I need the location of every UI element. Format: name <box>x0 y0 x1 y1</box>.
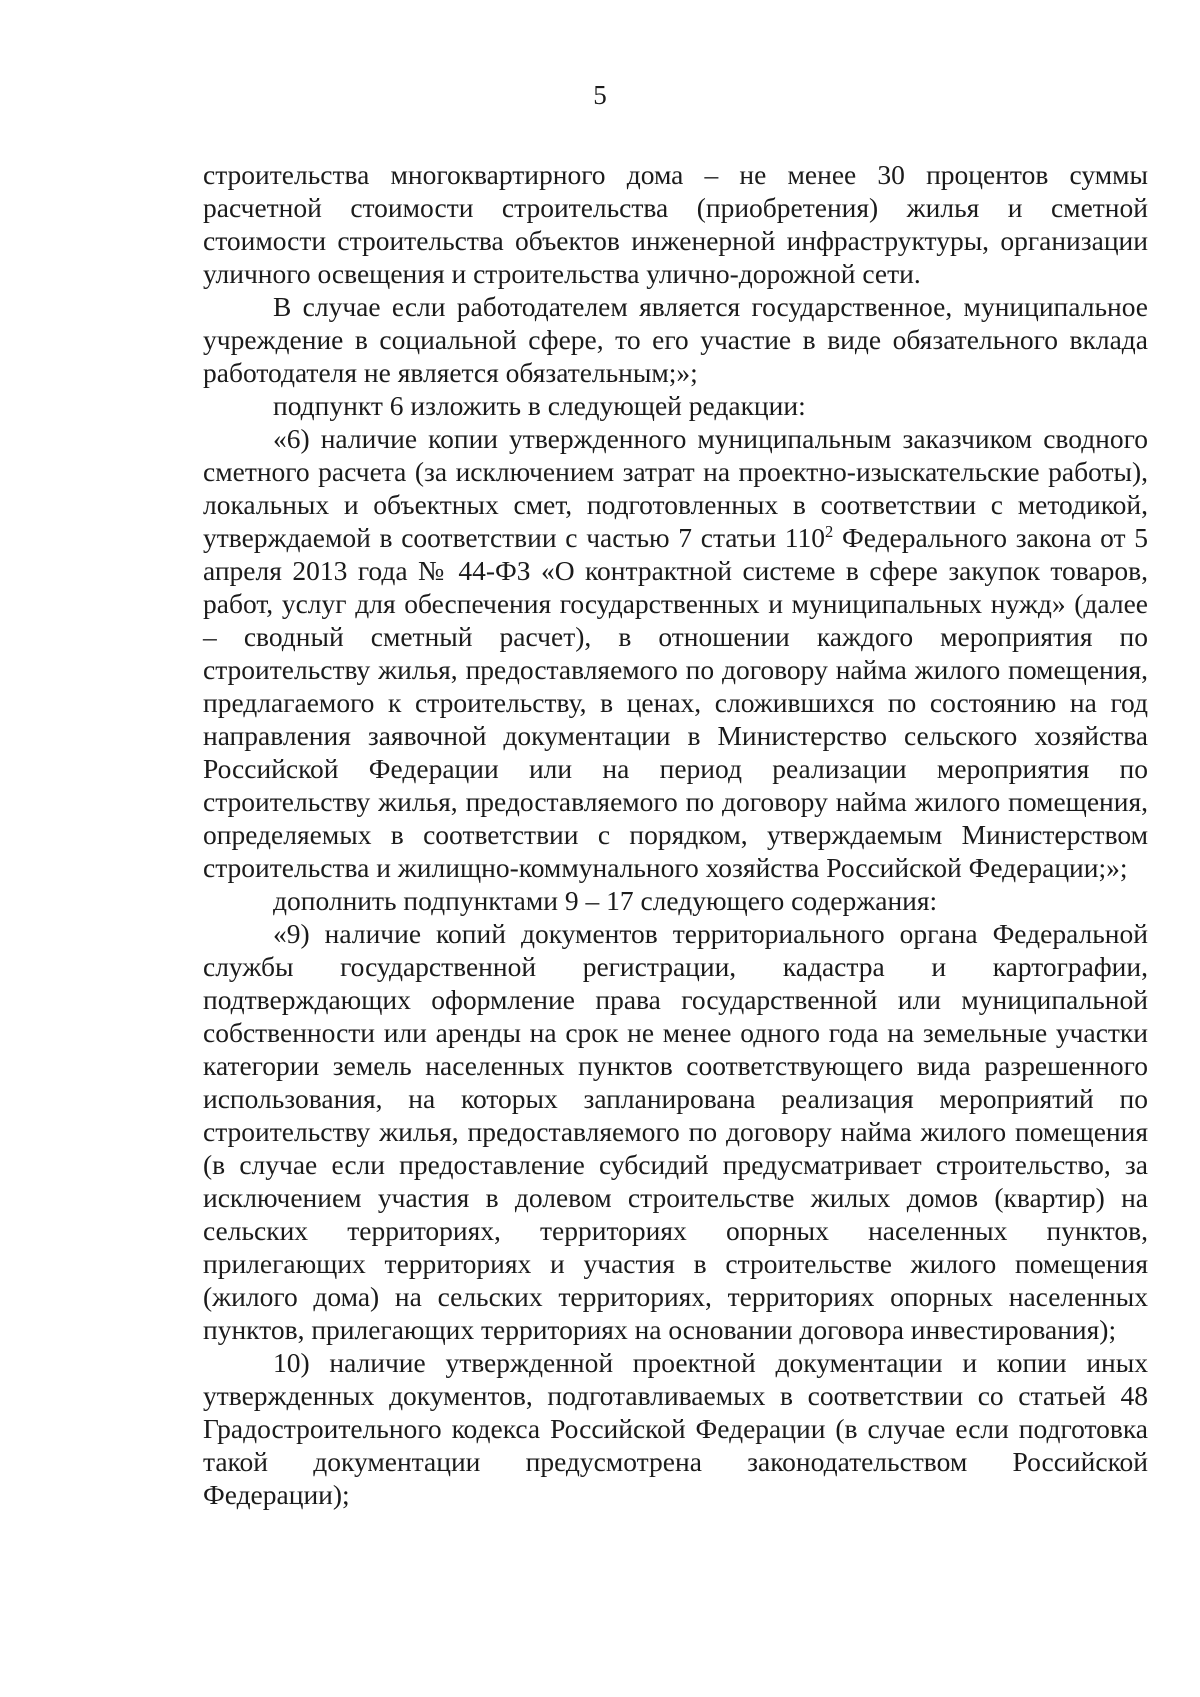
paragraph-subitem-6 <box>203 422 1148 884</box>
paragraph-continuation: строительства многоквартирного дома – не менее 30 процентов суммы расчетной стоимости строительства (приобретения) жилья и сметной стоимости строительства объектов инженерной инфраструктуры, организации уличного освещения и строительства улично-дорожной сети. <box>203 159 1148 289</box>
paragraph-employer-note: В случае если работодателем является государственное, муниципальное учреждение в социальной сфере, то его участие в виде обязательного вклада работодателя не является обязательным;»; <box>203 291 1148 388</box>
page-number: 5 <box>593 80 607 110</box>
paragraph-add-subitems-intro: дополнить подпунктами 9 – 17 следующего содержания: <box>273 885 938 916</box>
paragraph-subitem-10: 10) наличие утвержденной проектной документации и копии иных утвержденных документов, подготавливаемых в соответствии со статьей 48 Градостроительного кодекса Российской Федерации (в случае если подготовка такой документации предусмотрена законодательством Российской Федерации); <box>203 1347 1148 1510</box>
subitem-6-text-before: «6) наличие копии утвержденного муниципальным заказчиком сводного сметного расчета (за исключением затрат на проектно-изыскательские работы), локальных и объектных смет, подготовленных в соответствии с методикой, утверждаемой в соответствии с частью 7 статьи 110 <box>203 423 1148 553</box>
paragraph-subitem-9: «9) наличие копий документов территориального органа Федеральной службы государственной регистрации, кадастра и картографии, подтверждающих оформление права государственной или муниципальной собственности или аренды на срок не менее одного года на земельные участки категории земель населенных пунктов соответствующего вида разрешенного использования, на которых запланирована реализация мероприятий по строительству жилья, предоставляемого по договору найма жилого помещения (в случае если предоставление субсидий предусматривает строительство, за исключением участия в долевом строительстве жилых домов (квартир) на сельских территориях, территориях опорных населенных пунктов, прилегающих территориях и участия в строительстве жилого помещения (жилого дома) на сельских территориях, территориях опорных населенных пунктов, прилегающих территориях на основании договора инвестирования); <box>203 918 1148 1345</box>
document-body <box>203 158 1148 1511</box>
article-superscript: 2 <box>825 521 834 541</box>
paragraph-subitem-6-intro: подпункт 6 изложить в следующей редакции: <box>273 390 806 421</box>
subitem-6-text-after: Федерального закона от 5 апреля 2013 года № 44-ФЗ «О контрактной системе в сфере закупок товаров, работ, услуг для обеспечения государственных и муниципальных нужд» (далее – сводный сметный расчет), в отношении каждого мероприятия по строительству жилья, предоставляемого по договору найма жилого помещения, предлагаемого к строительству, в ценах, сложившихся по состоянию на год направления заявочной документации в Министерство сельского хозяйства Российской Федерации или на период реализации мероприятия по строительству жилья, предоставляемого по договору найма жилого помещения, определяемых в соответствии с порядком, утверждаемым Министерством строительства и жилищно-коммунального хозяйства Российской Федерации;»; <box>203 522 1148 883</box>
